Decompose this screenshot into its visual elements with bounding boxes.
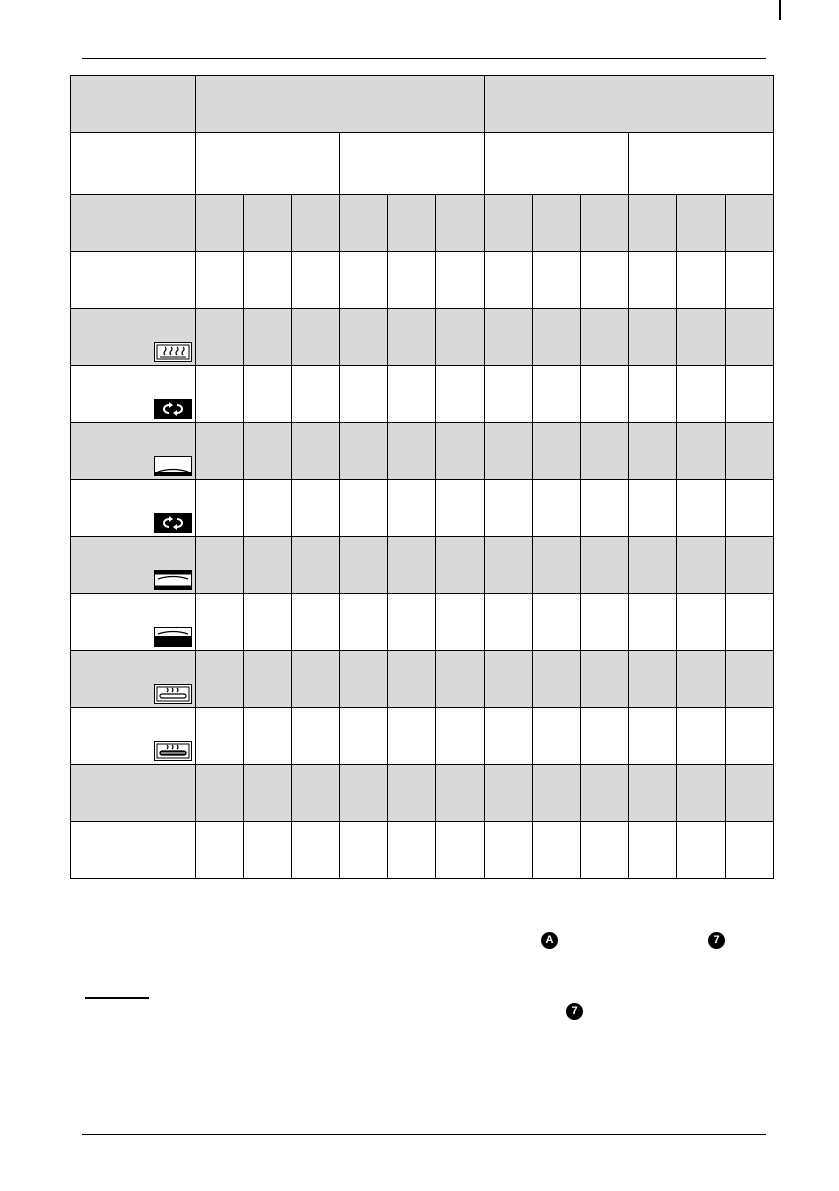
row-label-cell — [71, 423, 196, 480]
fan-heater-icon — [154, 342, 192, 362]
header-subgroup-1 — [195, 133, 340, 195]
row-label-cell — [71, 195, 196, 252]
bottom-heat-icon — [154, 456, 192, 476]
grill-icon — [154, 684, 192, 704]
header-subgroup-2 — [340, 133, 485, 195]
header-group-right — [484, 76, 773, 133]
row-label-cell — [71, 708, 196, 765]
row-label-cell — [71, 765, 196, 822]
corner-mark — [779, 0, 781, 20]
marker-7-badge-note: 7 — [566, 1003, 583, 1020]
grill-fan-icon — [154, 741, 192, 761]
cooking-table — [70, 75, 774, 879]
header-group-left — [195, 76, 484, 133]
circulation-arrows-icon — [154, 513, 192, 533]
row-label-cell — [71, 822, 196, 879]
circulation-arrows-icon — [154, 399, 192, 419]
table-row-mode-grill — [71, 651, 774, 708]
header-row-subgroup — [71, 133, 774, 195]
table-row-mode-bottom-heat — [71, 423, 774, 480]
table-row-mode-grill-fan — [71, 708, 774, 765]
top-bottom-heat-icon — [154, 627, 192, 647]
table-row — [71, 822, 774, 879]
table-row-mode-fan-heater — [71, 309, 774, 366]
footer-rule — [82, 1134, 766, 1135]
header-corner-cell — [71, 76, 196, 133]
row-label-cell — [71, 366, 196, 423]
header-label-cell — [71, 133, 196, 195]
header-rule — [82, 58, 766, 59]
row-label-cell — [71, 480, 196, 537]
header-subgroup-4 — [629, 133, 774, 195]
row-label-cell — [71, 537, 196, 594]
marker-a-badge: A — [541, 932, 558, 949]
row-label-cell — [71, 594, 196, 651]
table-row-columns — [71, 195, 774, 252]
table-row-mode-top-bottom-heat — [71, 594, 774, 651]
note-underline — [85, 997, 149, 999]
table-row-mode-top-heat — [71, 537, 774, 594]
table-row-mode-circulation-2 — [71, 480, 774, 537]
table-row — [71, 765, 774, 822]
header-row-group — [71, 76, 774, 133]
row-label-cell — [71, 252, 196, 309]
marker-7-badge: 7 — [708, 932, 725, 949]
top-heat-icon — [154, 570, 192, 590]
header-subgroup-3 — [484, 133, 629, 195]
table-row-mode-circulation — [71, 366, 774, 423]
row-label-cell — [71, 309, 196, 366]
table-row — [71, 252, 774, 309]
row-label-cell — [71, 651, 196, 708]
